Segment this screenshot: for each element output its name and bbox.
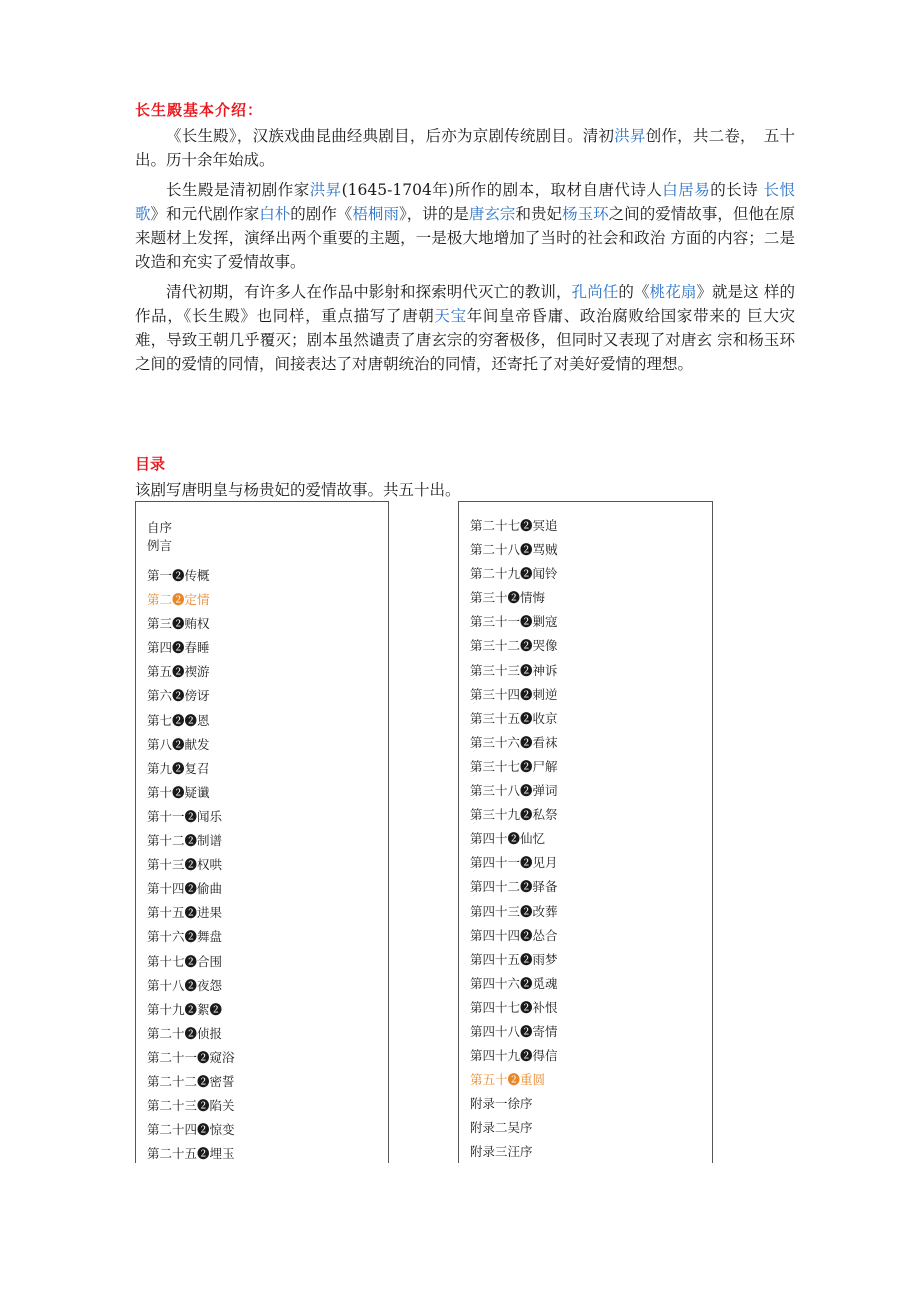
inline-link[interactable]: 杨玉环: [562, 205, 609, 223]
inline-link[interactable]: 唐玄宗: [468, 205, 516, 223]
toc-item[interactable]: 第八❷献发: [147, 736, 210, 752]
toc-right-column: [458, 501, 713, 1163]
inline-link[interactable]: 洪昇: [309, 181, 342, 199]
toc-item[interactable]: 第二十二❷密誓: [147, 1073, 235, 1089]
toc-item[interactable]: 第二十❷侦报: [147, 1025, 223, 1041]
toc-item[interactable]: 第二十四❷惊变: [147, 1122, 235, 1138]
toc-item[interactable]: 第三十六❷看袜: [470, 734, 558, 750]
toc-item[interactable]: 第九❷复召: [147, 760, 210, 776]
inline-link[interactable]: 白朴: [259, 205, 291, 223]
toc-item[interactable]: 第二十七❷冥追: [470, 518, 558, 533]
toc-item[interactable]: 第四❷春睡: [147, 640, 210, 656]
toc-item[interactable]: 第四十二❷驿备: [470, 879, 558, 895]
paragraph-text: 》就是这 样的作品，《长生殿》也同样，重点描写了唐朝: [135, 283, 795, 325]
paragraph-text: 和贵妃: [515, 205, 563, 223]
toc-item[interactable]: 第三十❷情悔: [470, 590, 546, 606]
toc-subtitle: 该剧写唐明皇与杨贵妃的爱情故事。共五十出。: [135, 481, 461, 499]
toc-item[interactable]: 第十八❷夜怨: [147, 977, 223, 993]
toc-item[interactable]: 第十五❷进果: [147, 905, 223, 921]
toc-item[interactable]: 第二十八❷骂贼: [470, 542, 558, 558]
inline-link[interactable]: 洪昇: [614, 127, 646, 145]
toc-item[interactable]: 第四十七❷补恨: [470, 999, 558, 1015]
toc-item[interactable]: 第四十八❷寄情: [470, 1023, 558, 1039]
inline-link[interactable]: 天宝: [434, 307, 467, 325]
toc-item[interactable]: 第三十四❷刺逆: [470, 686, 558, 702]
toc-right-list: [470, 514, 558, 1165]
intro-heading: 长生殿基本介绍：: [135, 101, 264, 119]
inline-link[interactable]: 孔尚任: [571, 283, 619, 301]
inline-link[interactable]: 白居易: [662, 181, 711, 199]
toc-item[interactable]: 第四十五❷雨梦: [470, 951, 558, 967]
toc-item[interactable]: 附录三汪序: [470, 1144, 533, 1160]
toc-item[interactable]: 第七❷❷恩: [147, 712, 210, 728]
inline-link[interactable]: 长恨歌: [135, 181, 795, 223]
toc-item[interactable]: 第四十四❷怂合: [470, 927, 558, 943]
toc-item[interactable]: 第二十一❷窥浴: [147, 1049, 235, 1065]
toc-item[interactable]: 第三十七❷尸解: [470, 758, 558, 774]
toc-item[interactable]: 第三十三❷神诉: [470, 662, 558, 678]
toc-item[interactable]: 第十九❷絮❷: [147, 1001, 223, 1017]
toc-item[interactable]: 第五十❷重圆: [470, 1072, 546, 1088]
paragraph-text: 创作，共二卷， 五十出。历十余年始成。: [135, 127, 795, 169]
toc-preface-item[interactable]: 例言: [147, 538, 173, 553]
paragraph-text: 》和元代剧作家: [150, 205, 260, 223]
toc-preface-item[interactable]: 自序: [147, 520, 173, 535]
toc-preface: [147, 519, 172, 555]
toc-item[interactable]: 第三十九❷私祭: [470, 807, 558, 823]
paragraph-text: 的长诗: [710, 181, 764, 199]
toc-item[interactable]: 第十六❷舞盘: [147, 929, 223, 945]
paragraph-text: 长生殿是清初剧作家: [166, 181, 310, 199]
toc-item[interactable]: 第五❷禊游: [147, 664, 210, 680]
toc-item[interactable]: 第十二❷制谱: [147, 833, 223, 849]
toc-item[interactable]: 附录二吴序: [470, 1120, 533, 1136]
toc-item[interactable]: 第四十六❷觅魂: [470, 975, 558, 991]
toc-item[interactable]: 第三十一❷剿寇: [470, 614, 558, 630]
paragraph-text: 》，讲的是: [398, 205, 469, 223]
paragraph-text: 《长生殿》，汉族戏曲昆曲经典剧目，后亦为京剧传统剧目。清初: [166, 127, 615, 145]
paragraph-text: 清代初期，有许多人在作品中影射和探索明代灭亡的教训，: [166, 283, 572, 301]
toc-item[interactable]: 第一❷传概: [147, 568, 210, 583]
toc-item[interactable]: 第三十二❷哭像: [470, 638, 558, 654]
toc-item[interactable]: 第十一❷闻乐: [147, 808, 223, 824]
toc-item[interactable]: 第三❷贿权: [147, 616, 210, 632]
toc-heading: 目录: [135, 455, 166, 473]
toc-left-column: [135, 501, 389, 1163]
toc-item[interactable]: 第二十三❷陷关: [147, 1098, 235, 1114]
toc-item[interactable]: 第十四❷偷曲: [147, 881, 223, 897]
inline-link[interactable]: 桃花扇: [649, 283, 697, 301]
inline-link[interactable]: 梧桐雨: [352, 205, 399, 223]
paragraph-text: (1645-1704年)所作的剧本，取材自唐代诗人: [341, 181, 663, 199]
toc-item[interactable]: 第十三❷权哄: [147, 857, 223, 873]
toc-item[interactable]: 第三十八❷弹词: [470, 783, 558, 799]
toc-item[interactable]: 第三十五❷收京: [470, 710, 558, 726]
intro-paragraph-2: [135, 178, 795, 274]
intro-paragraph-1: [135, 124, 795, 172]
intro-body: [135, 124, 795, 382]
toc-item[interactable]: 第十❷疑谶: [147, 784, 210, 800]
toc-item[interactable]: 第二❷定情: [147, 592, 210, 608]
toc-item[interactable]: 第二十五❷埋玉: [147, 1146, 235, 1162]
toc-item[interactable]: 附录一徐序: [470, 1096, 533, 1112]
toc-left-list: [147, 564, 235, 1166]
toc-item[interactable]: 第二十九❷闻铃: [470, 566, 558, 582]
toc-item[interactable]: 第六❷傍讶: [147, 688, 210, 704]
paragraph-text: 的《: [618, 283, 650, 301]
toc-item[interactable]: 第四十一❷见月: [470, 855, 558, 871]
toc-item[interactable]: 第四十三❷改葬: [470, 903, 558, 919]
toc-item[interactable]: 第四十九❷得信: [470, 1048, 558, 1064]
paragraph-text: 的剧作《: [290, 205, 353, 223]
toc-item[interactable]: 第十七❷合围: [147, 953, 223, 969]
paragraph-text: 年间皇帝昏庸、政治腐败给国家带来的 巨大灾难，导致王朝几乎覆灭；剧本虽然谴责了唐玄宗的穷奢极侈，但同时又表现了对唐玄 宗和杨玉环之间的爱情的同情，间接表达了对唐朝统治的同情，还寄托了对美好爱情的理想。: [135, 307, 795, 373]
intro-paragraph-3: [135, 280, 795, 376]
toc-item[interactable]: 第四十❷仙忆: [470, 831, 546, 847]
paragraph-text: 之间的爱情故事，但他在原来题材上发挥，演绎出两个重要的主题，一是极大地增加了当时的社会和政治 方面的内容；二是改造和充实了爱情故事。: [135, 205, 795, 271]
